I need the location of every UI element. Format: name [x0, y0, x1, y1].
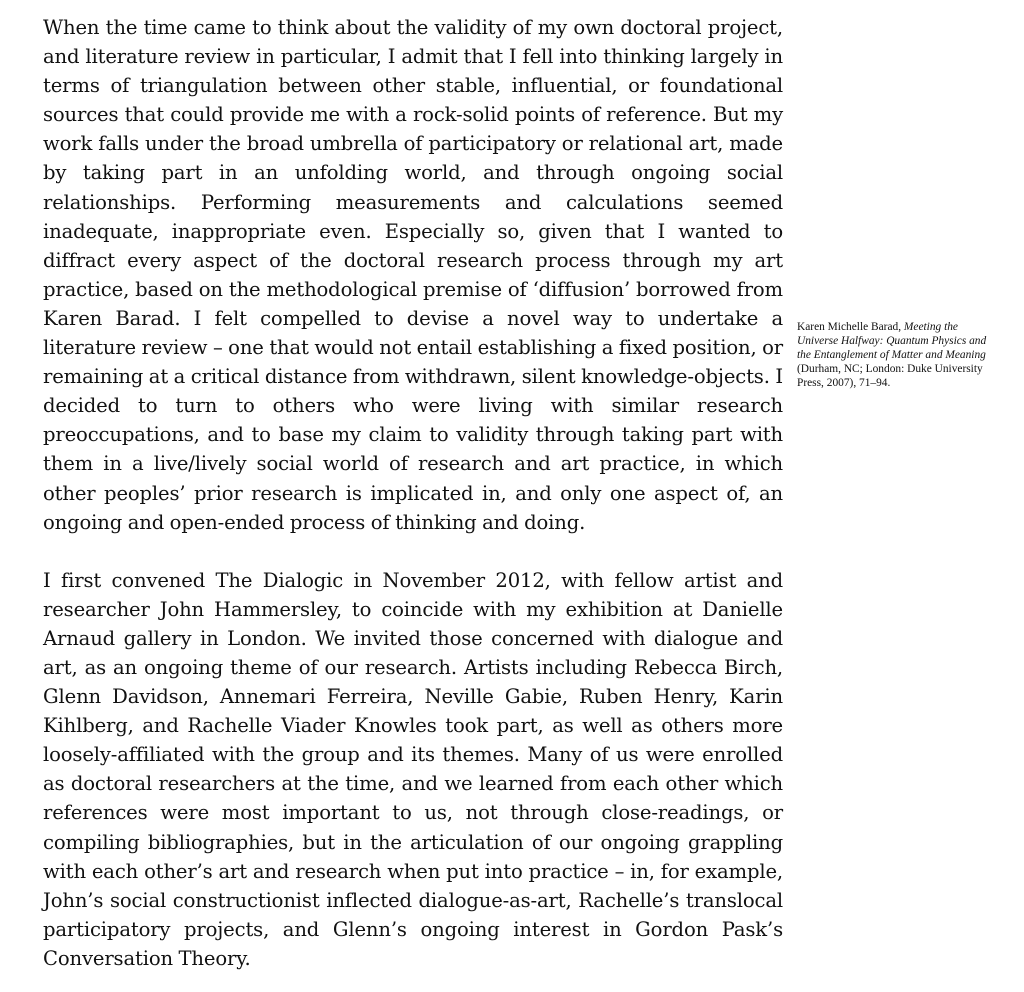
main-text-column [43, 13, 783, 973]
sidenote-publication-info: (Durham, NC; London: Duke University Press, 2007), 71–94. [797, 363, 983, 389]
sidenote-book-title: Meeting the Universe Halfway: Quantum Physics and the Entanglement of Matter and Meaning [797, 321, 987, 361]
body-paragraph-1: When the time came to think about the validity of my own doctoral project, and literature review in particular, I admit that I fell into thinking largely in terms of triangulation between other stable, influential, or foundational sources that could provide me with a rock-solid points of reference. But my work falls under the broad umbrella of participatory or relational art, made by taking part in an unfolding world, and through ongoing social relationships. Performing measurements and calculations seemed inadequate, inappropriate even. Especially so, given that I wanted to diffract every aspect of the doctoral research process through my art practice, based on the methodological premise of ‘diffusion’ borrowed from Karen Barad. I felt compelled to devise a novel way to undertake a literature review – one that would not entail establishing a fixed position, or remaining at a critical distance from withdrawn, silent knowledge-objects. I decided to turn to others who were living with similar research preoccupations, and to base my claim to validity through taking part with them in a live/lively social world of research and art practice, in which other peoples’ prior research is implicated in, and only one aspect of, an ongoing and open-ended process of thinking and doing. [43, 16, 783, 534]
sidenote-author: Karen Michelle Barad, [797, 321, 904, 333]
body-paragraph-2: I first convened The Dialogic in November 2012, with fellow artist and researcher John Hammersley, to coincide with my exhibition at Danielle Arnaud gallery in London. We invited those concerned with dialogue and art, as an ongoing theme of our research. Artists including Rebecca Birch, Glenn Davidson, Annemari Ferreira, Neville Gabie, Ruben Henry, Karin Kihlberg, and Rachelle Viader Knowles took part, as well as others more loosely-affiliated with the group and its themes. Many of us were enrolled as doctoral researchers at the time, and we learned from each other which references were most important to us, not through close-readings, or compiling bibliographies, but in the articulation of our ongoing grappling with each other’s art and research when put into practice – in, for example, John’s social constructionist inflected dialogue-as-art, Rachelle’s translocal participatory projects, and Glenn’s ongoing interest in Gordon Pask’s Conversation Theory. [43, 568, 783, 970]
sidenote-citation [797, 320, 987, 390]
